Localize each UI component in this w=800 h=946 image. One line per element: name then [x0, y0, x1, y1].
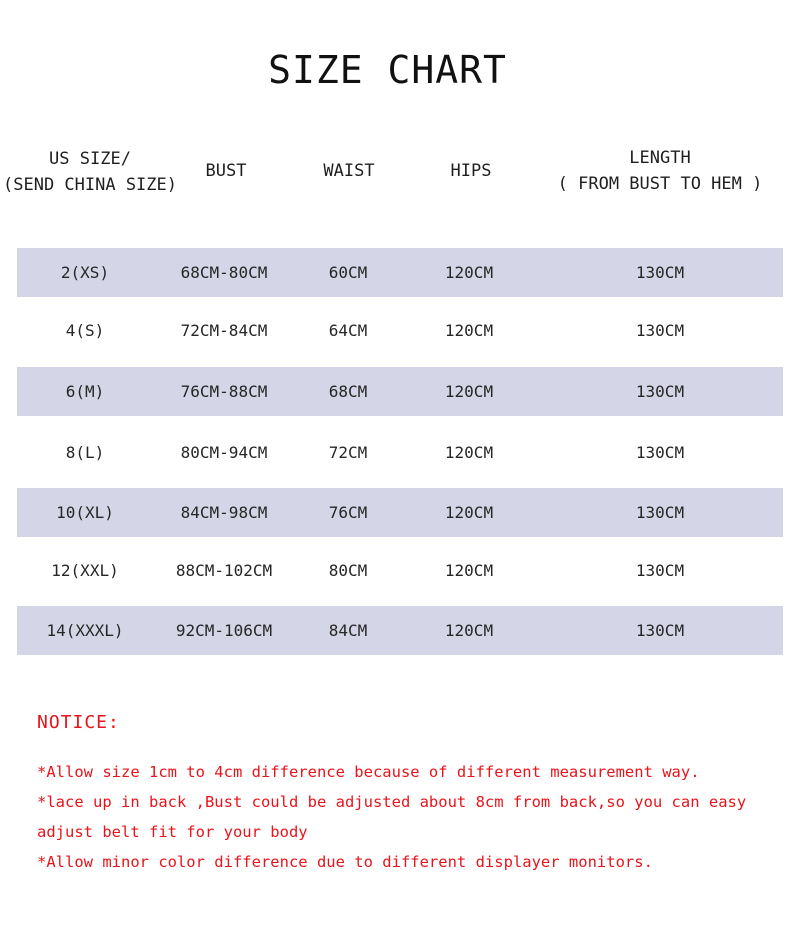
cell-waist: 84CM	[328, 621, 368, 640]
cell-waist: 64CM	[328, 321, 368, 340]
cell-waist: 60CM	[328, 263, 368, 282]
cell-bust: 76CM-88CM	[180, 382, 268, 401]
cell-length: 130CM	[635, 321, 685, 340]
cell-length: 130CM	[635, 503, 685, 522]
cell-bust: 88CM-102CM	[175, 561, 273, 580]
table-row	[17, 606, 783, 655]
header-waist: WAIST	[323, 161, 375, 181]
table-row	[17, 546, 783, 595]
header-bust: BUST	[205, 161, 247, 181]
cell-length: 130CM	[635, 443, 685, 462]
cell-waist: 80CM	[328, 561, 368, 580]
notice-title: NOTICE:	[37, 712, 120, 733]
cell-waist: 68CM	[328, 382, 368, 401]
header-us-size: US SIZE/ (SEND CHINA SIZE)	[3, 149, 177, 195]
cell-bust: 84CM-98CM	[180, 503, 268, 522]
cell-length: 130CM	[635, 263, 685, 282]
cell-hips: 120CM	[444, 503, 494, 522]
table-header	[0, 140, 800, 220]
cell-length: 130CM	[635, 382, 685, 401]
cell-hips: 120CM	[444, 443, 494, 462]
cell-waist: 72CM	[328, 443, 368, 462]
notice-line: *lace up in back ,Bust could be adjusted about 8cm from back,so you can easy	[37, 793, 747, 811]
cell-bust: 72CM-84CM	[180, 321, 268, 340]
table-row	[17, 306, 783, 355]
table-row	[17, 367, 783, 416]
cell-bust: 80CM-94CM	[180, 443, 268, 462]
cell-size: 2(XS)	[60, 263, 110, 282]
cell-waist: 76CM	[328, 503, 368, 522]
cell-size: 12(XXL)	[51, 561, 119, 580]
notice-list	[37, 758, 777, 878]
header-length: LENGTH ( FROM BUST TO HEM )	[557, 148, 763, 194]
cell-hips: 120CM	[444, 382, 494, 401]
notice-line: *Allow size 1cm to 4cm difference because of different measurement way.	[37, 763, 700, 781]
cell-hips: 120CM	[444, 263, 494, 282]
cell-hips: 120CM	[444, 561, 494, 580]
page-title: SIZE CHART	[268, 48, 507, 92]
table-row	[17, 248, 783, 297]
cell-length: 130CM	[635, 621, 685, 640]
cell-bust: 92CM-106CM	[175, 621, 273, 640]
cell-bust: 68CM-80CM	[180, 263, 268, 282]
cell-size: 14(XXXL)	[46, 621, 124, 640]
cell-length: 130CM	[635, 561, 685, 580]
cell-size: 10(XL)	[56, 503, 114, 522]
notice-line: adjust belt fit for your body	[37, 823, 308, 841]
cell-size: 4(S)	[65, 321, 105, 340]
cell-size: 8(L)	[65, 443, 105, 462]
table-row	[17, 428, 783, 477]
cell-hips: 120CM	[444, 321, 494, 340]
cell-size: 6(M)	[65, 382, 105, 401]
cell-hips: 120CM	[444, 621, 494, 640]
header-hips: HIPS	[450, 161, 492, 181]
notice-line: *Allow minor color difference due to different displayer monitors.	[37, 853, 653, 871]
table-row	[17, 488, 783, 537]
